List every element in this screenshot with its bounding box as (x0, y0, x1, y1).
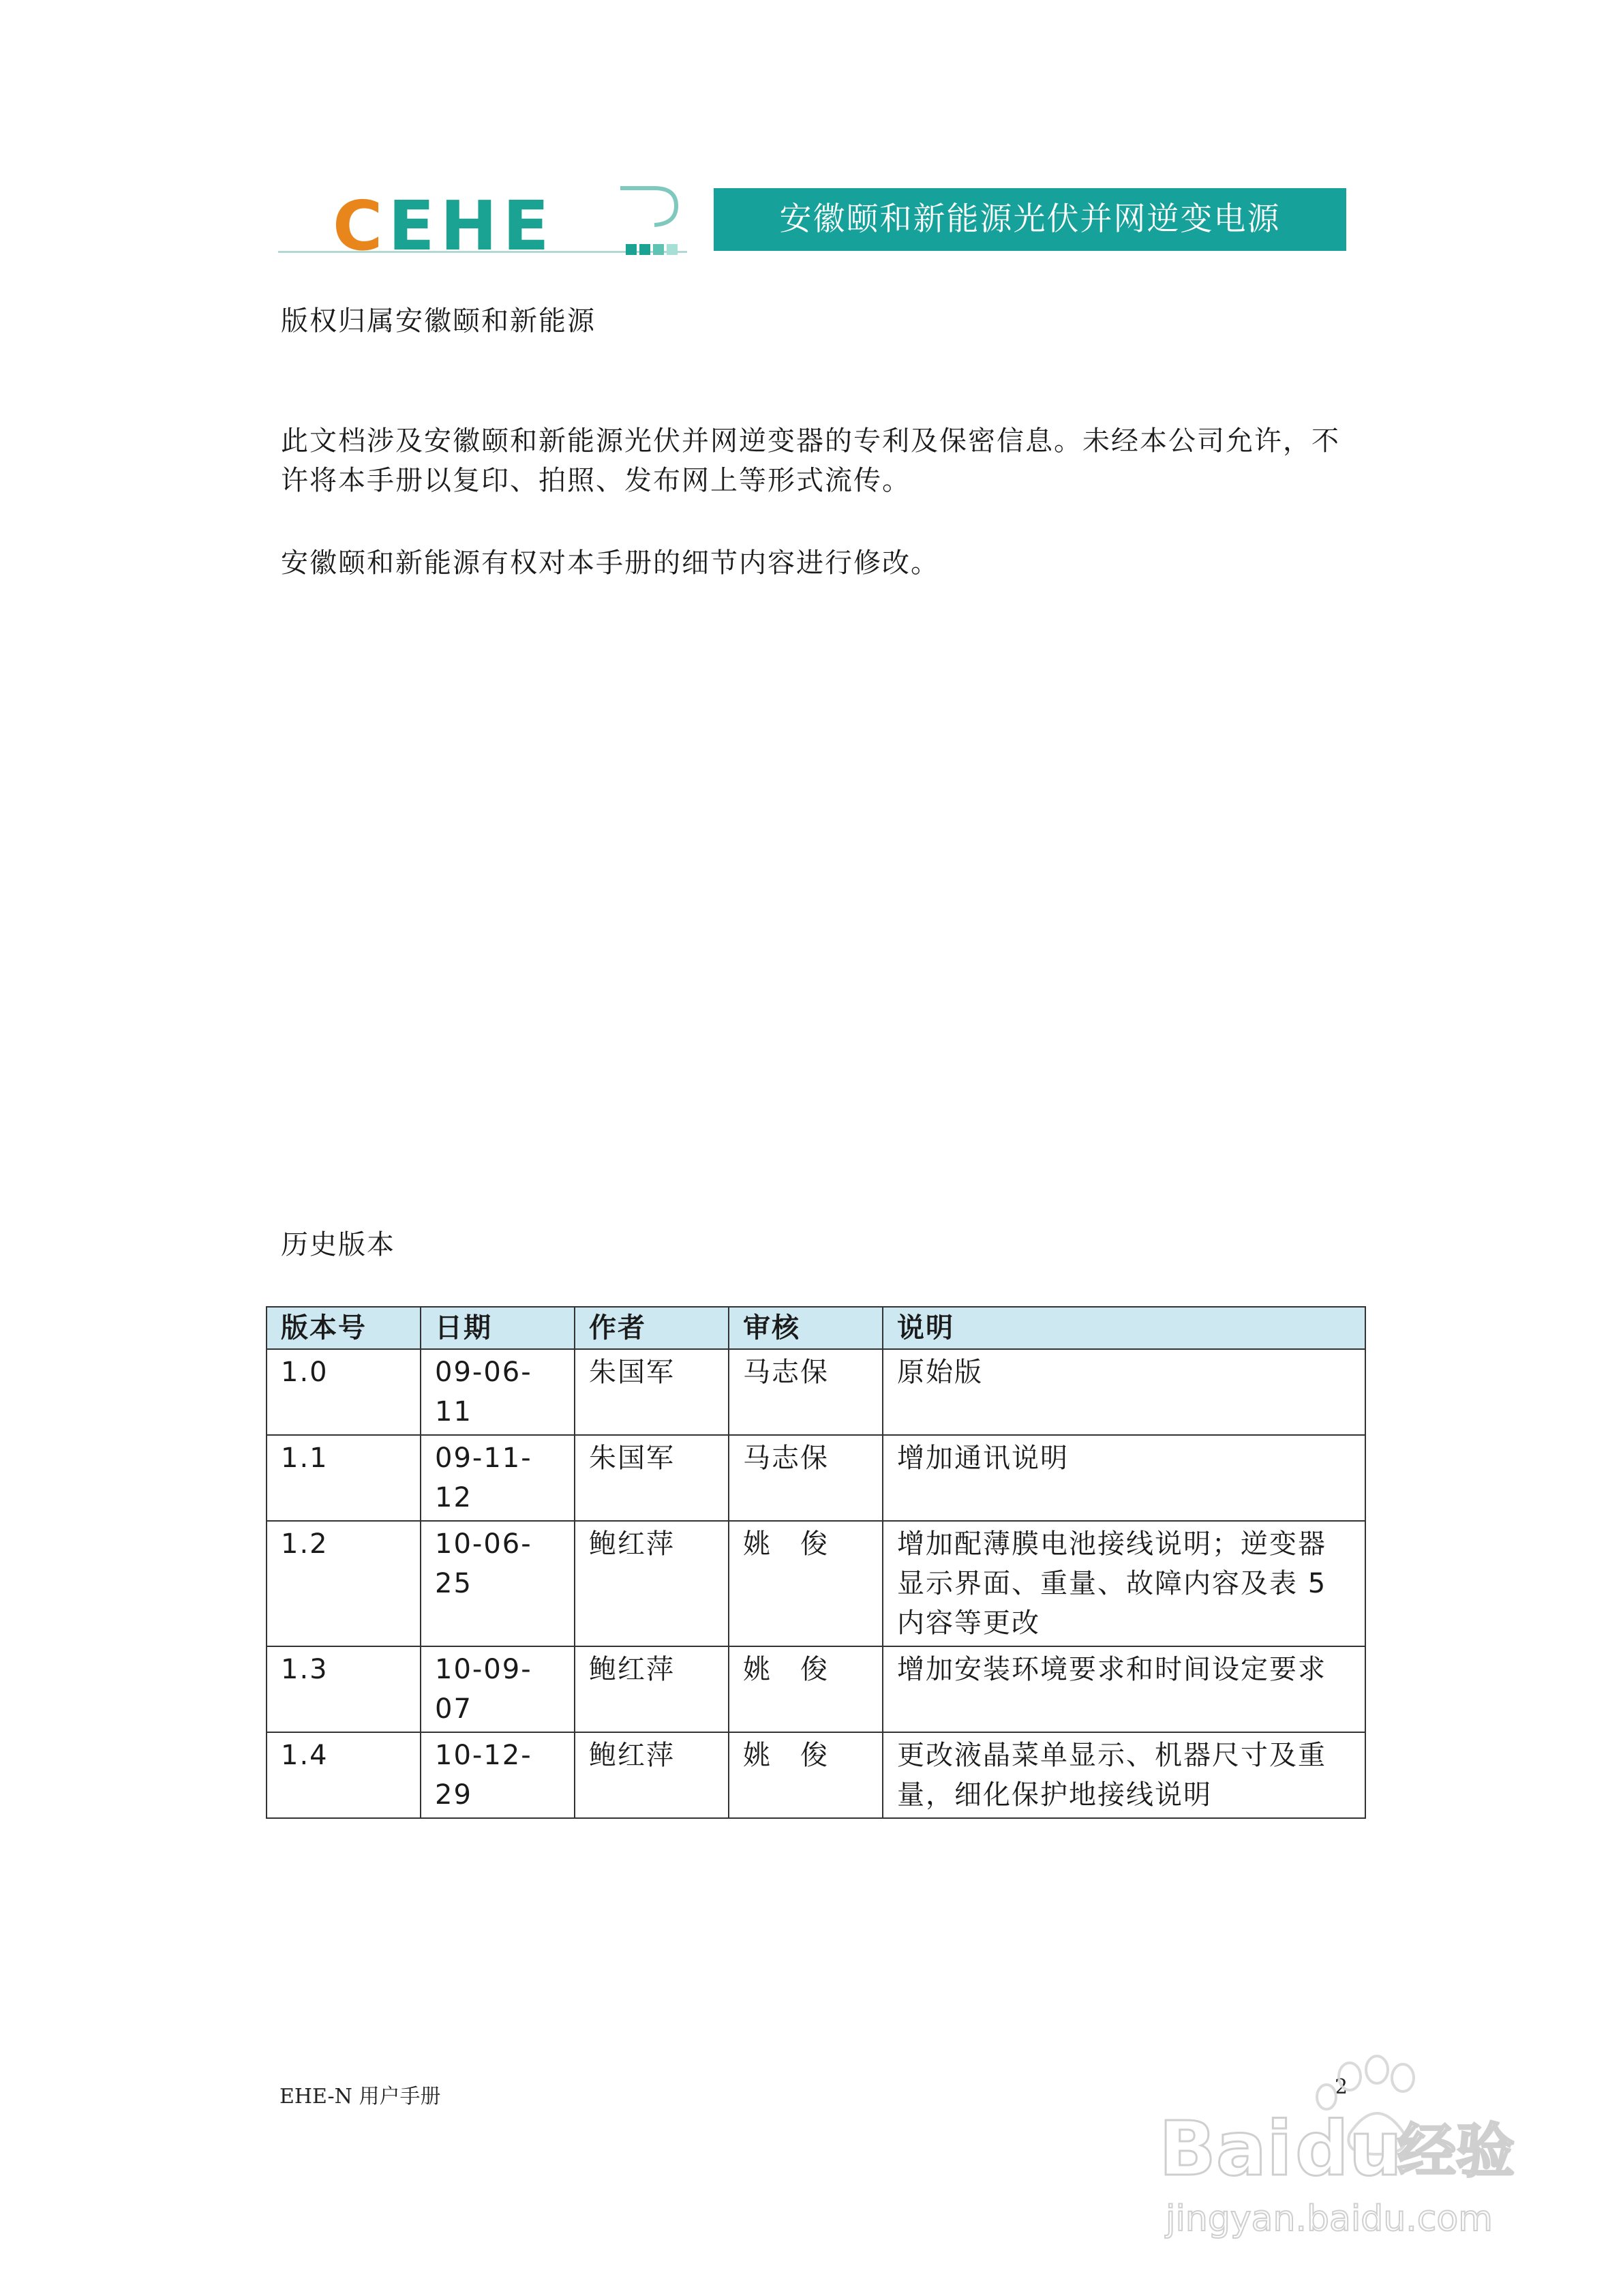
header-author: 作者 (575, 1307, 729, 1349)
cell-date: 10-06-25 (421, 1521, 575, 1646)
header-version: 版本号 (267, 1307, 421, 1349)
confidentiality-paragraph: 此文档涉及安徽颐和新能源光伏并网逆变器的专利及保密信息。未经本公司允许，不许将本手册以复印、拍照、发布网上等形式流传。 (281, 425, 1340, 496)
logo-wordmark (333, 186, 555, 266)
version-history-heading: 历史版本 (281, 1229, 395, 1260)
cell-reviewer: 马志保 (729, 1435, 883, 1521)
header-reviewer: 审核 (729, 1307, 883, 1349)
cell-version: 1.4 (267, 1732, 421, 1818)
cell-version: 1.0 (267, 1349, 421, 1435)
table-row (267, 1521, 1365, 1646)
cell-author: 鲍红萍 (575, 1646, 729, 1732)
rights-paragraph: 安徽颐和新能源有权对本手册的细节内容进行修改。 (281, 547, 939, 579)
page-number: 2 (1335, 2075, 1348, 2099)
baidu-jingyan-watermark (1152, 2052, 1534, 2256)
svg-text:jingyan.baidu.com: jingyan.baidu.com (1166, 2199, 1493, 2239)
cell-date: 09-06-11 (421, 1349, 575, 1435)
copyright-heading: 版权归属安徽颐和新能源 (281, 305, 596, 337)
cell-date: 10-09-07 (421, 1646, 575, 1732)
logo-emblem-icon (613, 183, 688, 265)
cell-reviewer: 姚 俊 (729, 1646, 883, 1732)
logo-letter-c: C (333, 186, 389, 266)
cell-author: 朱国军 (575, 1349, 729, 1435)
cell-description: 增加通讯说明 (883, 1435, 1365, 1521)
header-date: 日期 (421, 1307, 575, 1349)
table-row (267, 1732, 1365, 1818)
svg-text:经验: 经验 (1397, 2117, 1515, 2186)
cell-description: 原始版 (883, 1349, 1365, 1435)
table-row (267, 1646, 1365, 1732)
cell-reviewer: 姚 俊 (729, 1732, 883, 1818)
svg-text:du: du (1295, 2105, 1403, 2192)
cell-description: 增加安装环境要求和时间设定要求 (883, 1646, 1365, 1732)
header-banner-title: 安徽颐和新能源光伏并网逆变电源 (714, 188, 1346, 251)
version-history-table (266, 1306, 1366, 1819)
cell-version: 1.2 (267, 1521, 421, 1646)
cell-author: 鲍红萍 (575, 1732, 729, 1818)
cell-date: 10-12-29 (421, 1732, 575, 1818)
cell-author: 鲍红萍 (575, 1521, 729, 1646)
cell-date: 09-11-12 (421, 1435, 575, 1521)
table-row (267, 1349, 1365, 1435)
cell-author: 朱国军 (575, 1435, 729, 1521)
cell-reviewer: 马志保 (729, 1349, 883, 1435)
footer-manual-label: EHE-N 用户手册 (279, 2085, 441, 2109)
table-header-row (267, 1307, 1365, 1349)
cell-version: 1.3 (267, 1646, 421, 1732)
header-description: 说明 (883, 1307, 1365, 1349)
svg-text:Bai: Bai (1159, 2105, 1292, 2192)
cell-version: 1.1 (267, 1435, 421, 1521)
cell-description: 增加配薄膜电池接线说明；逆变器显示界面、重量、故障内容及表 5 内容等更改 (883, 1521, 1365, 1646)
cell-description: 更改液晶菜单显示、机器尺寸及重量，细化保护地接线说明 (883, 1732, 1365, 1818)
table-row (267, 1435, 1365, 1521)
logo-letters-ehe: EHE (388, 186, 555, 266)
cell-reviewer: 姚 俊 (729, 1521, 883, 1646)
